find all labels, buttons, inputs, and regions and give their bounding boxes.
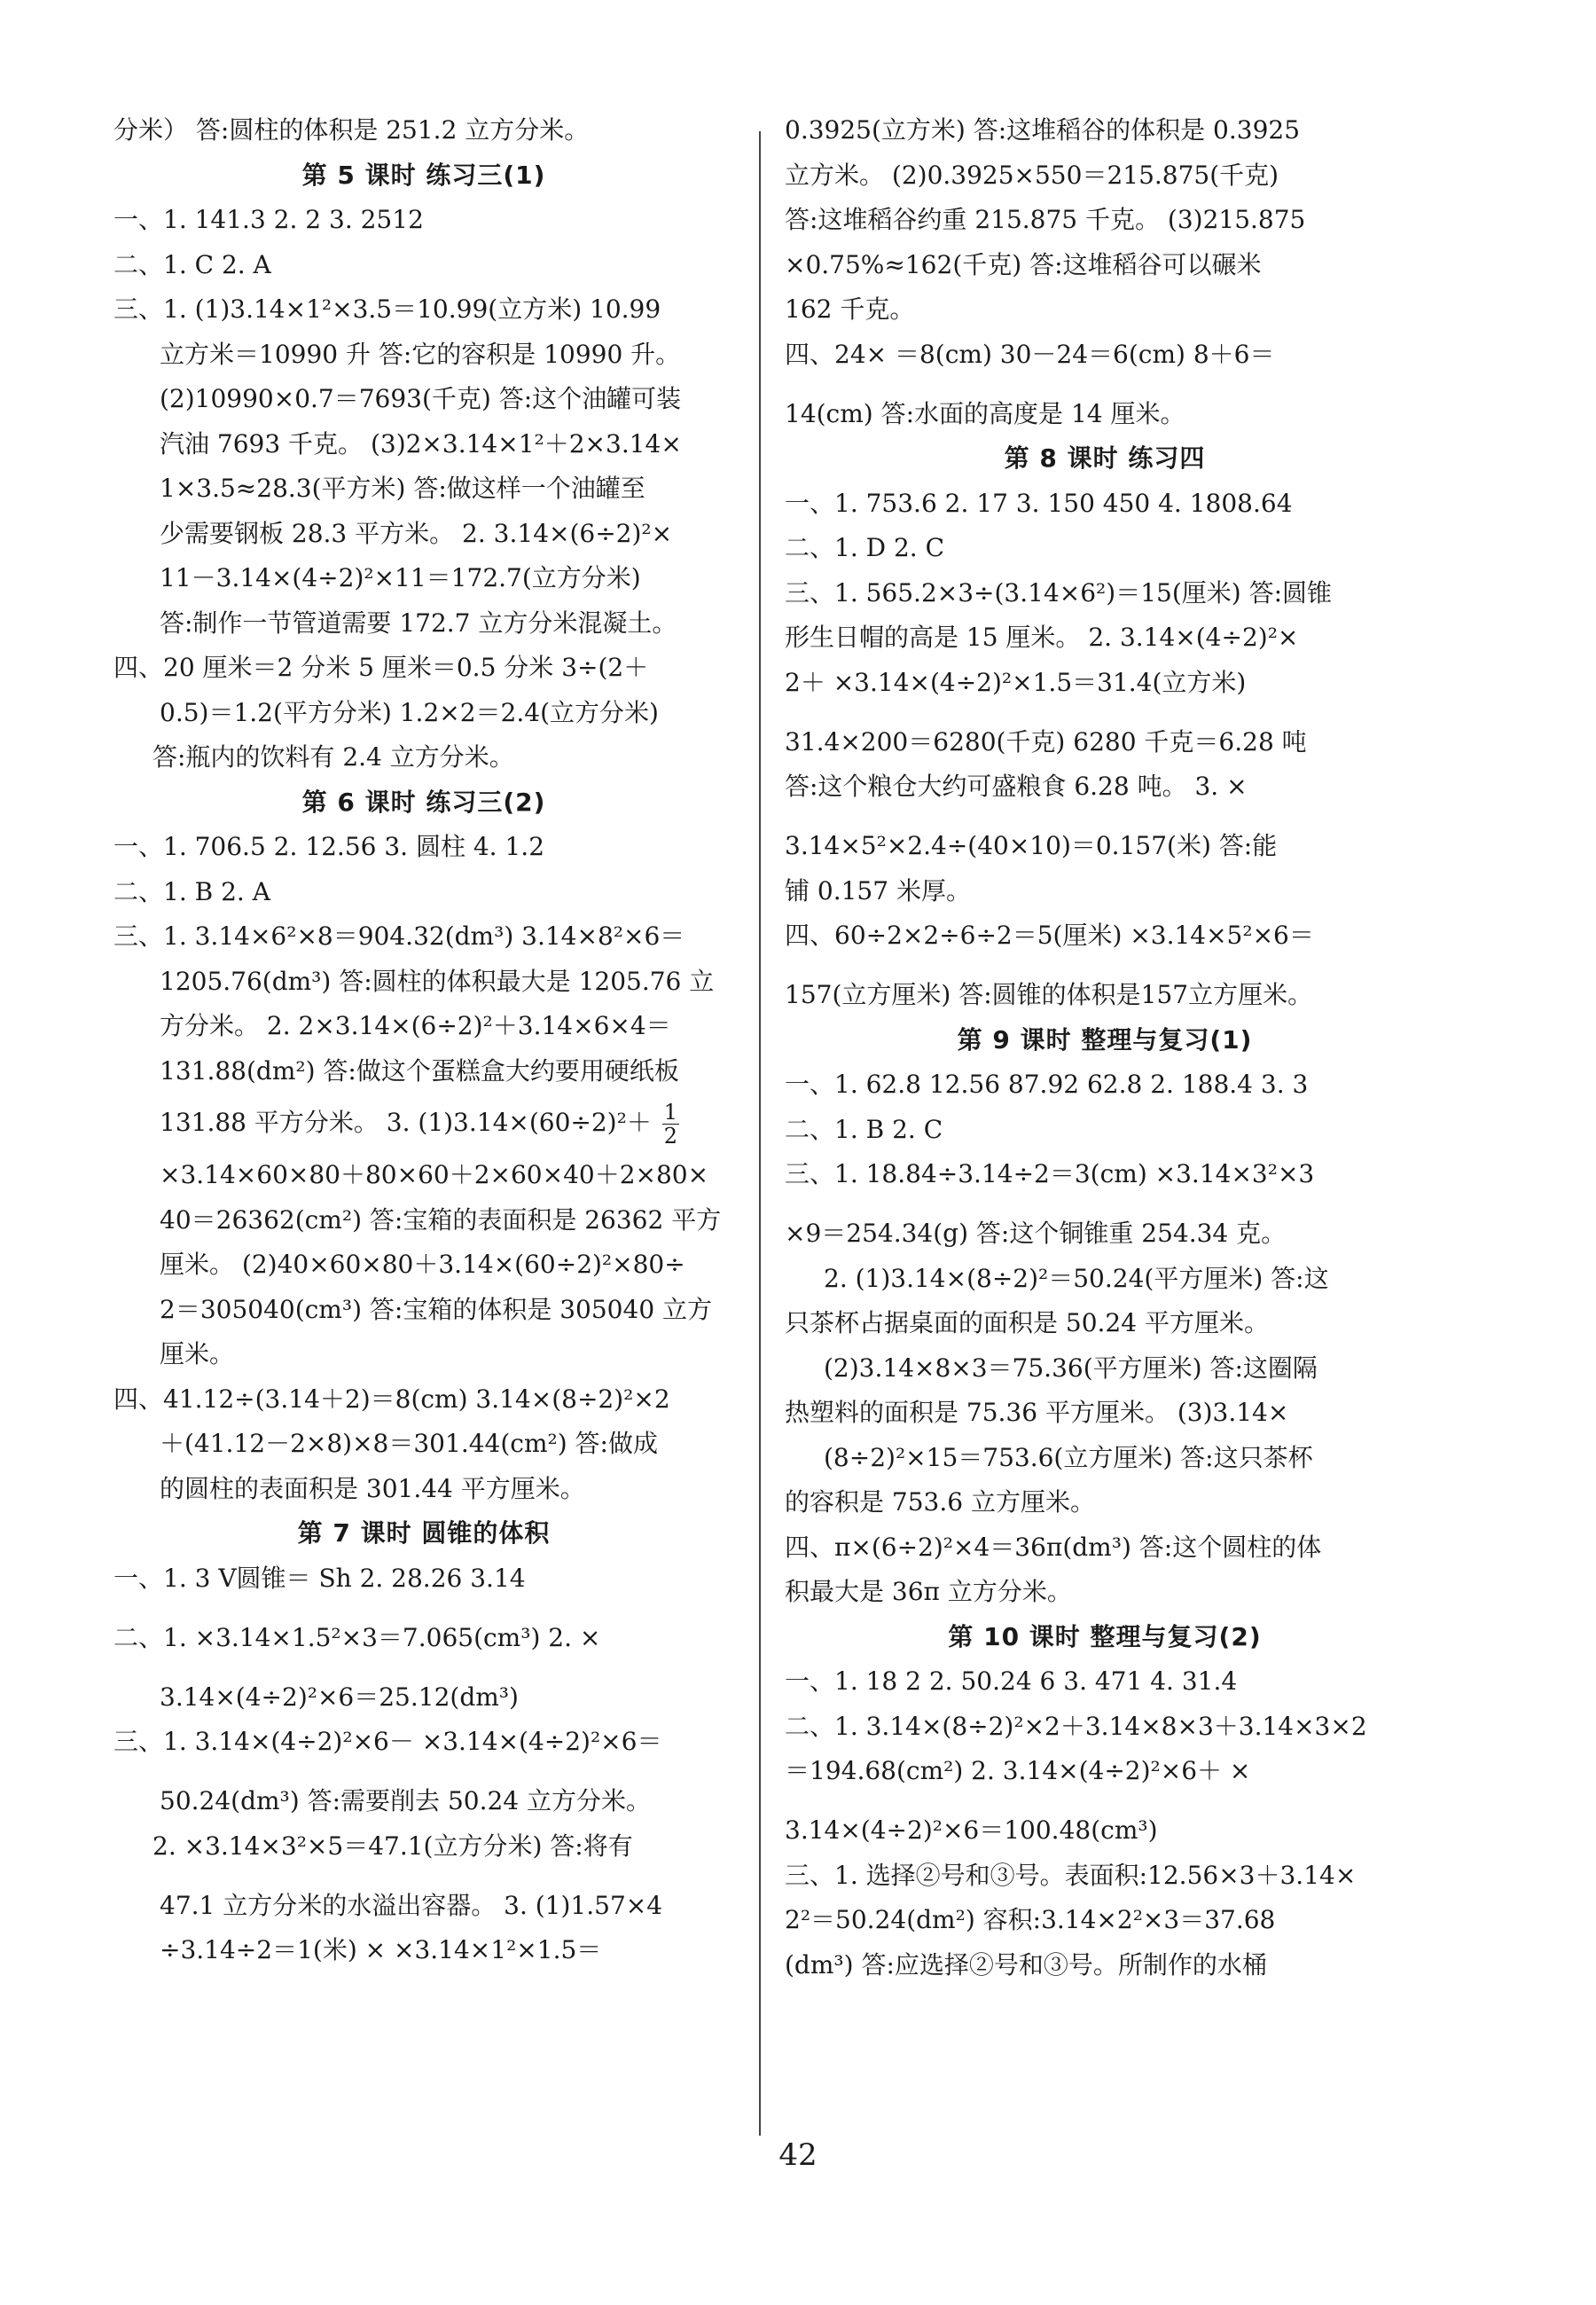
text-line: 答:瓶内的饮料有 2.4 立方分米。 xyxy=(153,742,514,772)
text-line: ×9＝254.34(g) 答:这个铜锥重 254.34 克。 xyxy=(785,1219,1287,1248)
text-line-with-fraction xyxy=(785,1159,1425,1219)
text-line: 积最大是 36π 立方分米。 xyxy=(785,1577,1072,1606)
text-line: 答:这堆稻谷约重 215.875 千克。 (3)215.875 xyxy=(785,205,1306,234)
section-heading: 第 9 课时 整理与复习(1) xyxy=(957,1024,1253,1054)
text-line: 2. (1)3.14×(8÷2)²＝50.24(平方厘米) 答:这 xyxy=(824,1263,1329,1293)
text-line: 一、1. 706.5 2. 12.56 3. 圆柱 4. 1.2 xyxy=(113,832,545,861)
text-line: 三、1. (1)3.14×1²×3.5＝10.99(立方米) 10.99 xyxy=(113,294,661,324)
text-line: 47.1 立方分米的水溢出容器。 3. (1)1.57×4 xyxy=(160,1890,663,1920)
text-line: 14(cm) 答:水面的高度是 14 厘米。 xyxy=(785,398,1185,428)
text-line: 三、1. 565.2×3÷(3.14×6²)＝15(厘米) 答:圆锥 xyxy=(785,577,1333,608)
text-line-with-fraction xyxy=(785,772,1425,831)
text-line: 四、41.12÷(3.14＋2)＝8(cm) 3.14×(8÷2)²×2 xyxy=(113,1384,670,1414)
text-line-with-fraction xyxy=(785,340,1425,399)
section-heading: 第 8 课时 练习四 xyxy=(1004,443,1206,473)
text-line: 2²＝50.24(dm²) 容积:3.14×2²×3＝37.68 xyxy=(785,1905,1276,1934)
text-line-with-fraction xyxy=(785,921,1425,980)
text-segment: 三、1. 3.14×(4÷2)²×6－ ×3.14×(4÷2)²×6＝ xyxy=(113,1727,662,1756)
text-line: 一、1. 62.8 12.56 87.92 62.8 2. 188.4 3. 3 xyxy=(785,1070,1309,1099)
text-segment: 答:这个粮仓大约可盛粮食 6.28 吨。 3. × xyxy=(785,772,1248,801)
text-line: 铺 0.157 米厚。 xyxy=(785,875,971,906)
text-line: 11－3.14×(4÷2)²×11＝172.7(立方分米) xyxy=(160,563,641,592)
text-line: 162 千克。 xyxy=(785,294,915,324)
text-line: 答:制作一节管道需要 172.7 立方分米混凝土。 xyxy=(160,608,677,638)
text-line: 方分米。 2. 2×3.14×(6÷2)²＋3.14×6×4＝ xyxy=(160,1011,671,1040)
text-segment: 四、60÷2×2÷6÷2＝5(厘米) ×3.14×5²×6＝ xyxy=(785,921,1314,950)
text-segment: 二、1. ×3.14×1.5²×3＝7.065(cm³) 2. × xyxy=(113,1622,601,1652)
text-line: 四、20 厘米＝2 分米 5 厘米＝0.5 分米 3÷(2＋ xyxy=(113,653,649,682)
text-line: 的圆柱的表面积是 301.44 平方厘米。 xyxy=(160,1473,585,1503)
right-column xyxy=(785,115,1425,1995)
text-line: 3.14×5²×2.4÷(40×10)＝0.157(米) 答:能 xyxy=(785,831,1278,860)
text-line: 二、1. 3.14×(8÷2)²×2＋3.14×8×3＋3.14×3×2 xyxy=(785,1711,1367,1741)
text-segment: 2＋ ×3.14×(4÷2)²×1.5＝31.4(立方米) xyxy=(785,667,1247,697)
text-line: ＋(41.12－2×8)×8＝301.44(cm²) 答:做成 xyxy=(160,1429,658,1458)
text-line: (8÷2)²×15＝753.6(立方厘米) 答:这只茶杯 xyxy=(824,1442,1313,1472)
text-line: 只茶杯占据桌面的面积是 50.24 平方厘米。 xyxy=(785,1308,1269,1337)
text-line: 2＝305040(cm³) 答:宝箱的体积是 305040 立方 xyxy=(160,1294,713,1324)
text-line-with-fraction xyxy=(113,1935,734,1995)
text-line: 157(立方厘米) 答:圆锥的体积是157立方厘米。 xyxy=(785,980,1313,1009)
text-segment: 四、24× ＝8(cm) 30－24＝6(cm) 8＋6＝ xyxy=(785,339,1275,369)
text-line-with-fraction xyxy=(113,1831,734,1891)
text-line: 0.5)＝1.2(平方分米) 1.2×2＝2.4(立方分米) xyxy=(160,697,659,727)
text-segment: 131.88 平方分米。 3. (1)3.14×(60÷2)²＋ xyxy=(160,1108,652,1137)
column-divider xyxy=(759,131,761,2136)
text-line: 0.3925(立方米) 答:这堆稻谷的体积是 0.3925 xyxy=(785,115,1301,145)
text-line-with-fraction xyxy=(785,1756,1425,1815)
text-line: (2)10990×0.7＝7693(千克) 答:这个油罐可装 xyxy=(160,384,682,413)
text-line: 立方米＝10990 升 答:它的容积是 10990 升。 xyxy=(160,339,681,369)
text-line: 二、1. B 2. A xyxy=(113,876,270,906)
text-line: 热塑料的面积是 75.36 平方厘米。 (3)3.14× xyxy=(785,1398,1289,1427)
text-line: 40＝26362(cm²) 答:宝箱的表面积是 26362 平方 xyxy=(160,1204,722,1235)
text-line: 厘米。 xyxy=(160,1339,235,1368)
text-line: 一、1. 753.6 2. 17 3. 150 450 4. 1808.64 xyxy=(785,488,1293,518)
text-line-with-fraction xyxy=(113,1727,734,1786)
fraction xyxy=(662,1101,679,1148)
text-segment: 2. ×3.14×3²×5＝47.1(立方分米) 答:将有 xyxy=(153,1831,633,1861)
text-line: ×0.75%≈162(千克) 答:这堆稻谷可以碾米 xyxy=(785,249,1262,279)
section-heading: 第 6 课时 练习三(2) xyxy=(301,787,546,817)
text-line: 分米） 答:圆柱的体积是 251.2 立方分米。 xyxy=(113,115,590,145)
text-line: 二、1. C 2. A xyxy=(113,249,271,279)
page-number: 42 xyxy=(778,2137,818,2173)
text-line: 3.14×(4÷2)²×6＝25.12(dm³) xyxy=(160,1682,519,1712)
text-line: 的容积是 753.6 立方厘米。 xyxy=(785,1487,1095,1517)
text-segment: 三、1. 18.84÷3.14÷2＝3(cm) ×3.14×3²×3 xyxy=(785,1159,1315,1188)
text-line: 立方米。 (2)0.3925×550＝215.875(千克) xyxy=(785,160,1279,190)
text-line: (2)3.14×8×3＝75.36(平方厘米) 答:这圈隔 xyxy=(824,1352,1318,1383)
text-line: 二、1. B 2. C xyxy=(785,1114,943,1144)
text-line: 四、π×(6÷2)²×4＝36π(dm³) 答:这个圆柱的体 xyxy=(785,1532,1322,1562)
text-line-with-fraction xyxy=(113,1623,734,1682)
text-line: 3.14×(4÷2)²×6＝100.48(cm³) xyxy=(785,1815,1158,1845)
text-segment: ＝194.68(cm²) 2. 3.14×(4÷2)²×6＋ × xyxy=(785,1756,1251,1785)
text-line: 50.24(dm³) 答:需要削去 50.24 立方分米。 xyxy=(160,1786,651,1815)
text-line: 三、1. 3.14×6²×8＝904.32(dm³) 3.14×8²×6＝ xyxy=(113,921,685,951)
section-heading: 第 10 课时 整理与复习(2) xyxy=(948,1621,1262,1651)
text-segment: ÷3.14÷2＝1(米) × ×3.14×1²×1.5＝ xyxy=(160,1935,602,1964)
text-line-with-fraction xyxy=(113,1564,734,1623)
text-line: 一、1. 18 2 2. 50.24 6 3. 471 4. 31.4 xyxy=(785,1666,1238,1696)
text-line: 1205.76(dm³) 答:圆柱的体积最大是 1205.76 立 xyxy=(160,966,715,996)
text-line: 厘米。 (2)40×60×80＋3.14×(60÷2)²×80÷ xyxy=(160,1250,685,1279)
text-line: 三、1. 选择②号和③号。表面积:12.56×3＋3.14× xyxy=(785,1860,1357,1890)
text-line: 1×3.5≈28.3(平方米) 答:做这样一个油罐至 xyxy=(160,474,645,503)
fraction-numerator: 1 xyxy=(663,1100,678,1125)
text-line: 一、1. 141.3 2. 2 3. 2512 xyxy=(113,205,424,234)
fraction-denominator: 2 xyxy=(663,1124,678,1149)
text-line: 少需要钢板 28.3 平方米。 2. 3.14×(6÷2)²× xyxy=(160,518,673,548)
left-column xyxy=(113,115,734,1995)
text-line: 31.4×200＝6280(千克) 6280 千克＝6.28 吨 xyxy=(785,726,1307,757)
text-line: 形生日帽的高是 15 厘米。 2. 3.14×(4÷2)²× xyxy=(785,623,1299,652)
text-segment: 一、1. 3 V圆锥＝ Sh 2. 28.26 3.14 xyxy=(113,1563,526,1593)
text-line-with-fraction xyxy=(113,1101,734,1160)
section-heading: 第 5 课时 练习三(1) xyxy=(301,160,546,190)
text-line: 汽油 7693 千克。 (3)2×3.14×1²＋2×3.14× xyxy=(160,428,682,459)
section-heading: 第 7 课时 圆锥的体积 xyxy=(297,1518,551,1548)
text-line: ×3.14×60×80＋80×60＋2×60×40＋2×80× xyxy=(160,1160,709,1189)
text-line: 二、1. D 2. C xyxy=(785,533,945,562)
text-line: 131.88(dm²) 答:做这个蛋糕盒大约要用硬纸板 xyxy=(160,1055,679,1086)
text-line-with-fraction xyxy=(785,668,1425,727)
text-line: (dm³) 答:应选择②号和③号。所制作的水桶 xyxy=(785,1949,1267,1980)
